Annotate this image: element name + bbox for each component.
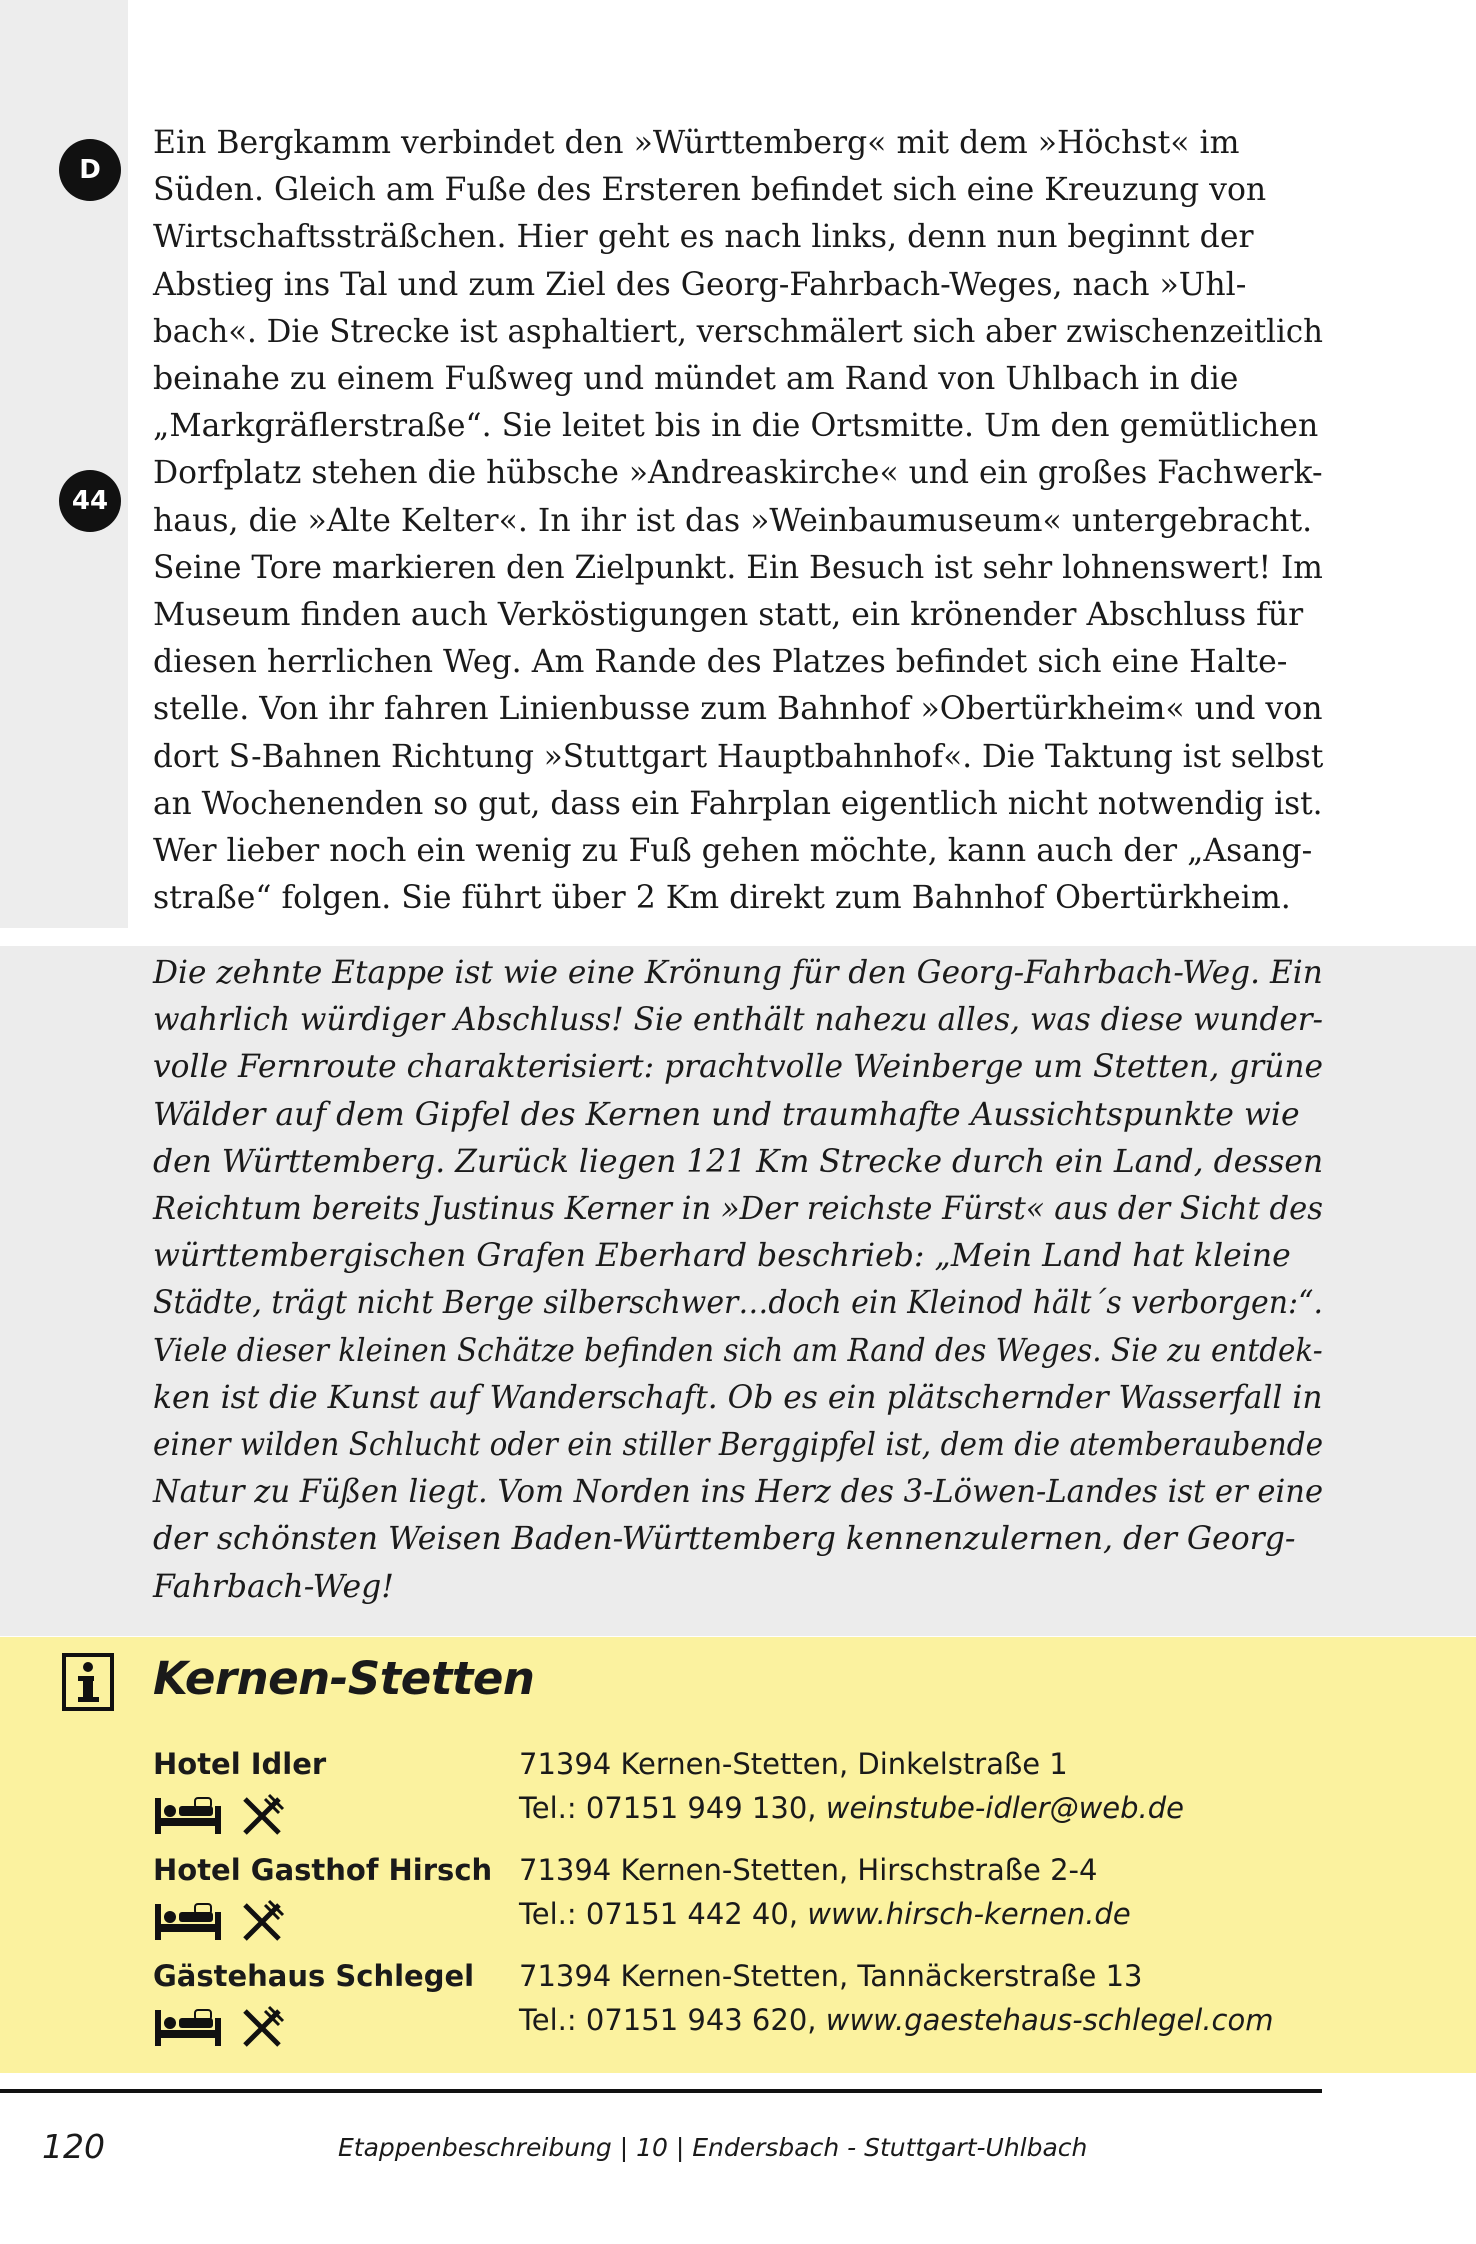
body-line: straße“ folgen. Sie führt über 2 Km direkt zum Bahnhof Obertürkheim. (153, 880, 1291, 917)
summary-line: ken ist die Kunst auf Wanderschaft. Ob es ein plätschernder Wasserfall in (153, 1379, 1323, 1416)
body-line: Museum finden auch Verköstigungen statt, ein krönender Abschluss für (153, 597, 1304, 634)
hotel-phone: Tel.: 07151 442 40, (519, 1897, 808, 1931)
summary-line: Städte, trägt nicht Berge silberschwer…doch ein Kleinod hält´s verborgen:“. (153, 1285, 1323, 1322)
info-icon (62, 1653, 114, 1711)
hotel-web-link[interactable]: www.gaestehaus-schlegel.com (825, 2003, 1274, 2037)
body-line: stelle. Von ihr fahren Linienbusse zum Bahnhof »Obertürkheim« und von (153, 691, 1323, 728)
town-title: Kernen-Stetten (153, 1652, 535, 1705)
restaurant-icon (239, 1899, 285, 1945)
hotel-phone: Tel.: 07151 949 130, (519, 1791, 826, 1825)
summary-line: württembergischen Grafen Eberhard beschrieb: „Mein Land hat kleine (153, 1238, 1291, 1275)
hotel-entry (153, 1959, 1353, 2059)
body-line: bach«. Die Strecke ist asphaltiert, verschmälert sich aber zwischenzeitlich (153, 313, 1323, 350)
body-line: dort S-Bahnen Richtung »Stuttgart Hauptbahnhof«. Die Taktung ist selbst (153, 738, 1324, 775)
summary-line: Reichtum bereits Justinus Kerner in »Der reichste Fürst« aus der Sicht des (153, 1191, 1324, 1228)
summary-text (153, 950, 1323, 1611)
summary-line: Natur zu Füßen liegt. Vom Norden ins Herz des 3-Löwen-Landes ist er eine (153, 1474, 1324, 1511)
hotel-contact (519, 1897, 1131, 1931)
hotel-phone: Tel.: 07151 943 620, (519, 2003, 826, 2037)
page-number: 120 (42, 2127, 105, 2166)
route-description (153, 120, 1323, 922)
hotel-entry (153, 1747, 1353, 1847)
hotel-contact (519, 2003, 1274, 2037)
body-line: Ein Bergkamm verbindet den »Württemberg« mit dem »Höchst« im (153, 125, 1240, 161)
hotel-name: Gästehaus Schlegel (153, 1959, 475, 1993)
bed-icon (153, 2008, 225, 2048)
hotel-address: 71394 Kernen-Stetten, Tannäckerstraße 13 (519, 1959, 1143, 1993)
hotel-address: 71394 Kernen-Stetten, Hirschstraße 2-4 (519, 1853, 1098, 1887)
body-line: Dorfplatz stehen die hübsche »Andreaskirche« und ein großes Fachwerk- (153, 455, 1323, 492)
summary-line: einer wilden Schlucht oder ein stiller Berggipfel ist, dem die atemberaubende (153, 1427, 1324, 1464)
hotel-entry (153, 1853, 1353, 1953)
hotel-amenities (153, 1791, 285, 1841)
hotel-name: Hotel Idler (153, 1747, 327, 1781)
body-line: „Markgräflerstraße“. Sie leitet bis in die Ortsmitte. Um den gemütlichen (153, 408, 1319, 445)
hotel-amenities (153, 2003, 285, 2053)
running-footer: Etappenbeschreibung | 10 | Endersbach - Stuttgart-Uhlbach (338, 2133, 1088, 2162)
summary-line: volle Fernroute charakterisiert: prachtvolle Weinberge um Stetten, grüne (153, 1049, 1324, 1086)
waypoint-marker-d: D (59, 139, 121, 201)
summary-line: Wälder auf dem Gipfel des Kernen und traumhafte Aussichtspunkte wie (153, 1096, 1300, 1133)
body-line: Wirtschaftssträßchen. Hier geht es nach links, denn nun beginnt der (153, 219, 1254, 256)
body-line: diesen herrlichen Weg. Am Rande des Platzes befindet sich eine Halte- (153, 644, 1288, 681)
body-line: an Wochenenden so gut, dass ein Fahrplan eigentlich nicht notwendig ist. (153, 785, 1323, 822)
bed-icon (153, 1796, 225, 1836)
summary-line: wahrlich würdiger Abschluss! Sie enthält nahezu alles, was diese wunder- (153, 1002, 1324, 1039)
hotel-web-link[interactable]: weinstube-idler@web.de (825, 1791, 1185, 1825)
hotel-address: 71394 Kernen-Stetten, Dinkelstraße 1 (519, 1747, 1068, 1781)
waypoint-marker-44: 44 (59, 470, 121, 532)
body-line: Wer lieber noch ein wenig zu Fuß gehen möchte, kann auch der „Asang- (153, 833, 1313, 870)
hotel-name: Hotel Gasthof Hirsch (153, 1853, 493, 1887)
margin-strip (0, 0, 128, 928)
summary-line: Fahrbach-Weg! (153, 1568, 394, 1605)
body-line: Seine Tore markieren den Zielpunkt. Ein Besuch ist sehr lohnenswert! Im (153, 549, 1323, 586)
summary-line: Die zehnte Etappe ist wie eine Krönung für den Georg-Fahrbach-Weg. Ein (153, 955, 1323, 991)
body-line: beinahe zu einem Fußweg und mündet am Rand von Uhlbach in die (153, 361, 1239, 398)
restaurant-icon (239, 2005, 285, 2051)
body-line: haus, die »Alte Kelter«. In ihr ist das »Weinbaumuseum« untergebracht. (153, 502, 1313, 539)
summary-line: den Württemberg. Zurück liegen 121 Km Strecke durch ein Land, dessen (153, 1143, 1324, 1180)
body-line: Süden. Gleich am Fuße des Ersteren befindet sich eine Kreuzung von (153, 172, 1267, 209)
hotel-web-link[interactable]: www.hirsch-kernen.de (807, 1897, 1131, 1931)
hotel-amenities (153, 1897, 285, 1947)
hotel-contact (519, 1791, 1184, 1825)
footer-divider (0, 2089, 1322, 2093)
restaurant-icon (239, 1793, 285, 1839)
summary-line: der schönsten Weisen Baden-Württemberg kennenzulernen, der Georg- (153, 1521, 1296, 1558)
body-line: Abstieg ins Tal und zum Ziel des Georg-Fahrbach-Weges, nach »Uhl- (153, 266, 1247, 303)
bed-icon (153, 1902, 225, 1942)
summary-line: Viele dieser kleinen Schätze befinden sich am Rand des Weges. Sie zu entdek- (153, 1332, 1323, 1369)
